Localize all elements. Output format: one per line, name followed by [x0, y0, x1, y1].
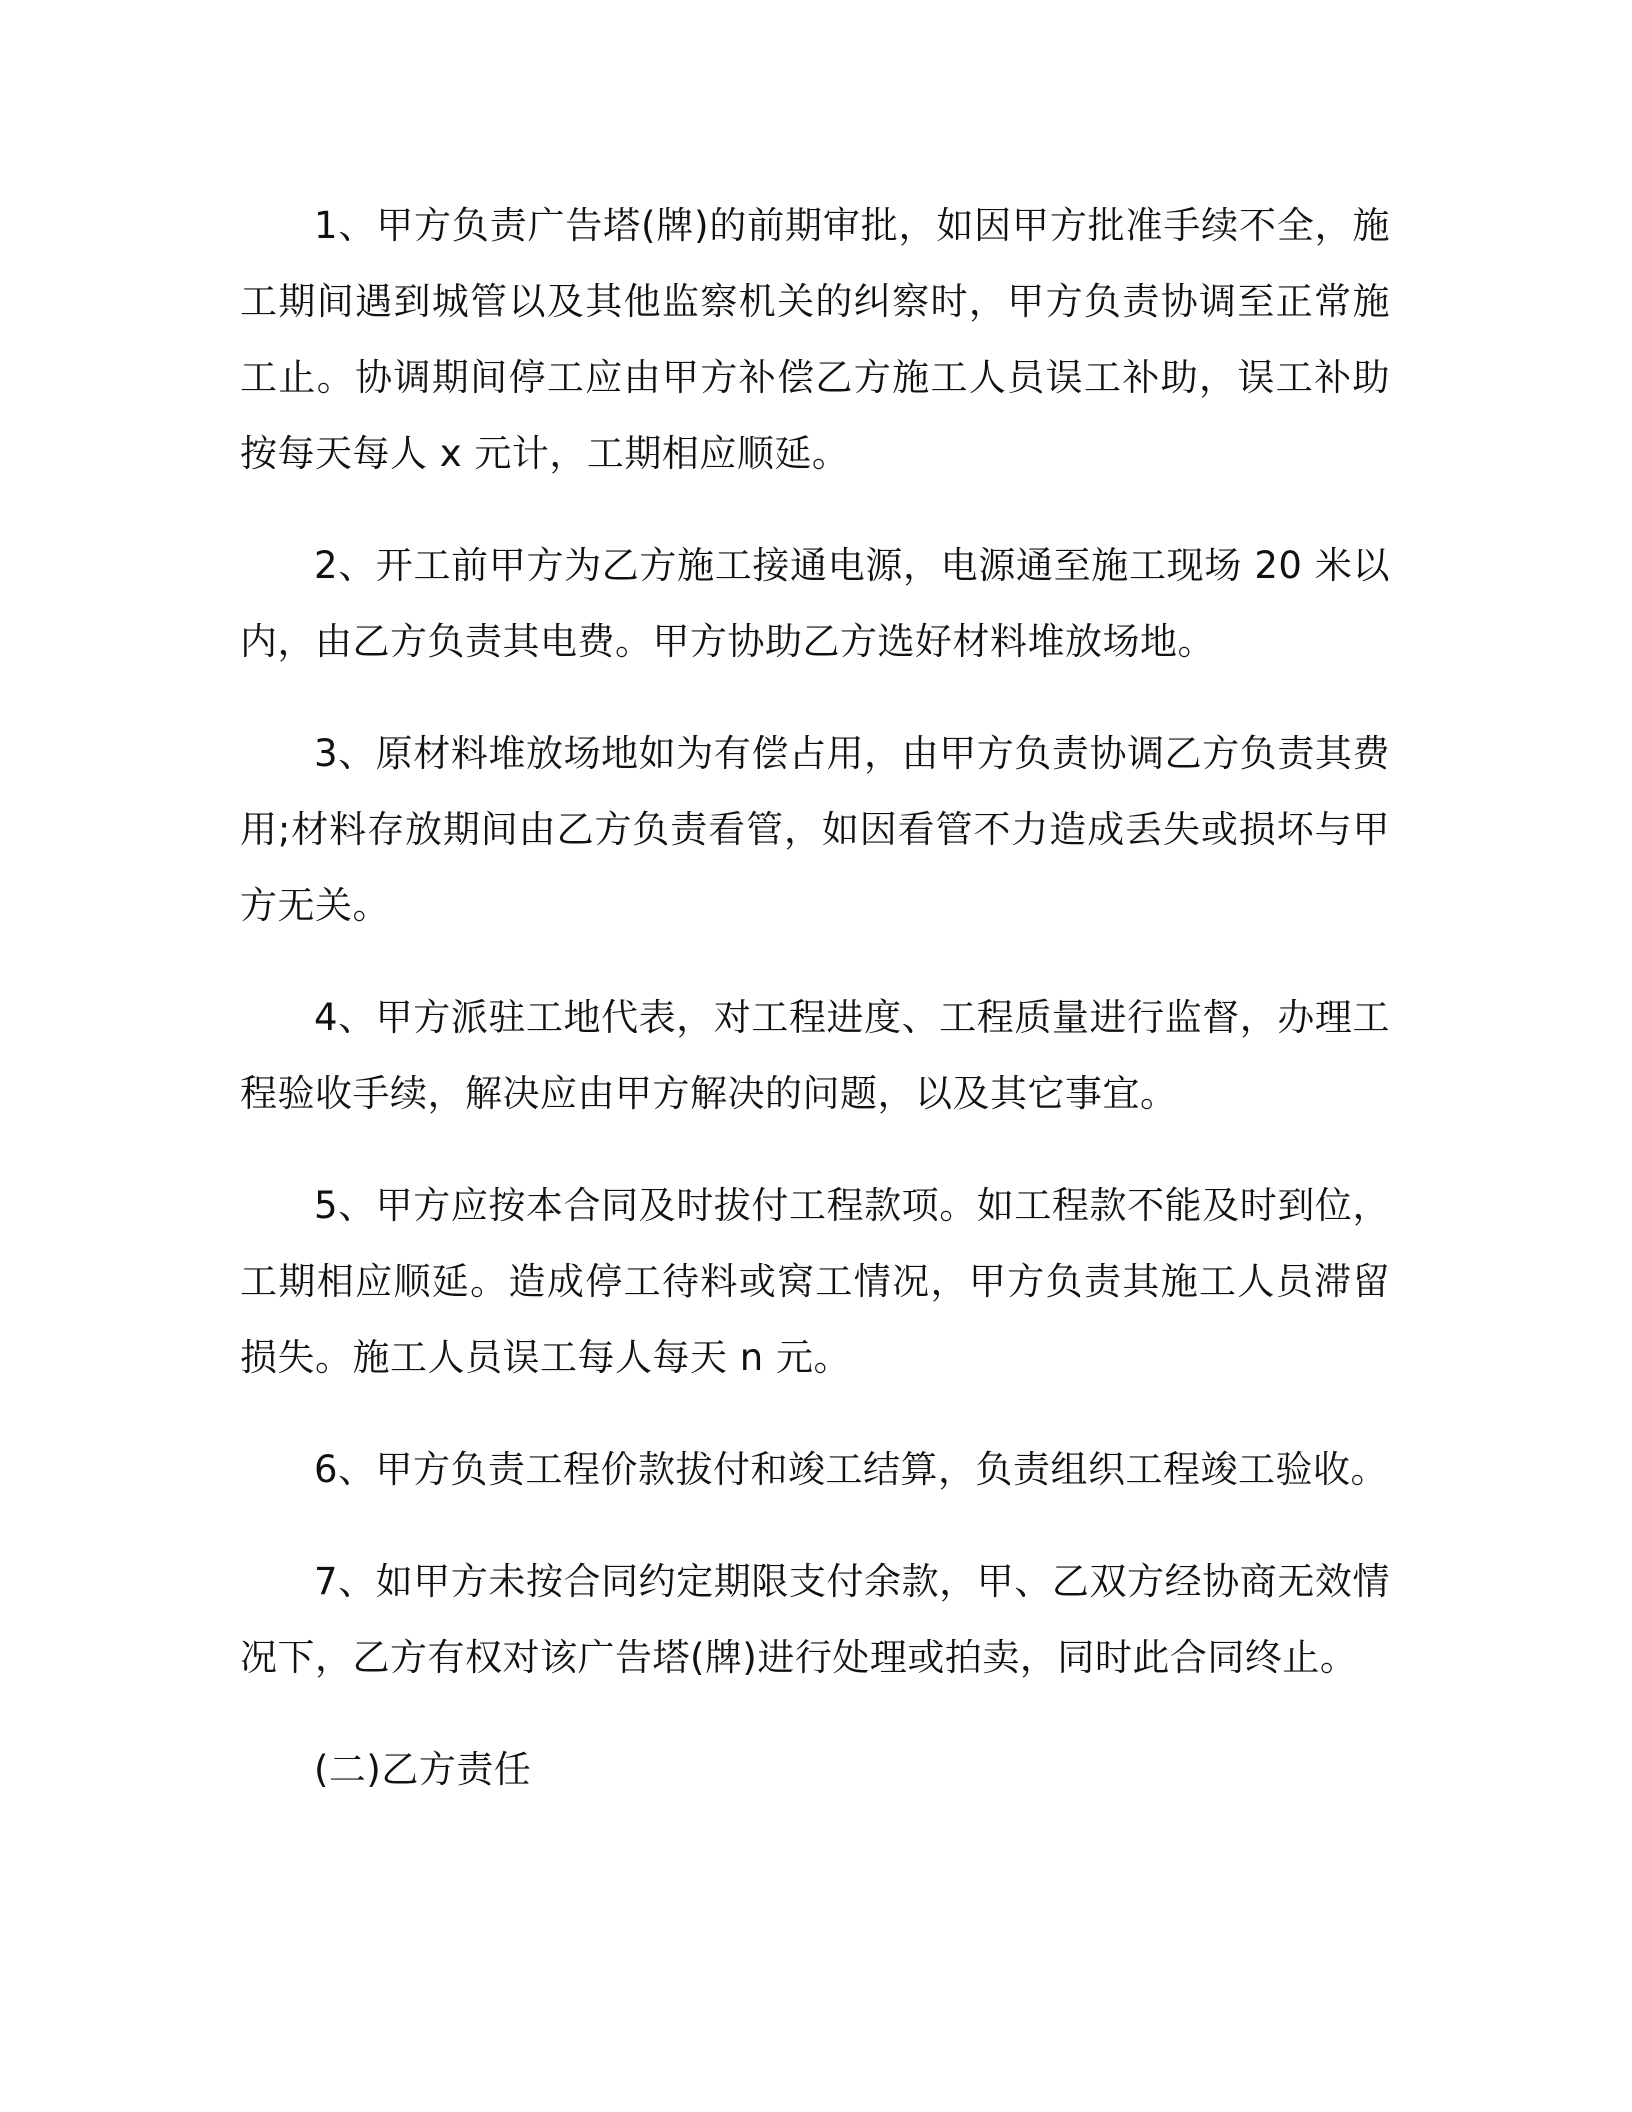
- clause-1: 1、甲方负责广告塔(牌)的前期审批，如因甲方批准手续不全，施工期间遇到城管以及其他监察机关的纠察时，甲方负责协调至正常施工止。协调期间停工应由甲方补偿乙方施工人员误工补助，误工补助按每天每人 x 元计，工期相应顺延。: [240, 204, 1390, 475]
- clause-2: 2、开工前甲方为乙方施工接通电源，电源通至施工现场 20 米以内，由乙方负责其电费。甲方协助乙方选好材料堆放场地。: [240, 544, 1390, 663]
- clause-5: 5、甲方应按本合同及时拔付工程款项。如工程款不能及时到位，工期相应顺延。造成停工待料或窝工情况，甲方负责其施工人员滞留损失。施工人员误工每人每天 n 元。: [240, 1184, 1390, 1379]
- clause-3: 3、原材料堆放场地如为有偿占用，由甲方负责协调乙方负责其费用;材料存放期间由乙方负责看管，如因看管不力造成丢失或损坏与甲方无关。: [240, 732, 1390, 927]
- clause-4: 4、甲方派驻工地代表，对工程进度、工程质量进行监督，办理工程验收手续，解决应由甲方解决的问题，以及其它事宜。: [240, 996, 1390, 1115]
- document-body: [240, 188, 1390, 1844]
- section-heading: (二)乙方责任: [314, 1748, 532, 1791]
- clause-7: 7、如甲方未按合同约定期限支付余款，甲、乙双方经协商无效情况下，乙方有权对该广告塔(牌)进行处理或拍卖，同时此合同终止。: [240, 1560, 1390, 1679]
- clause-6: 6、甲方负责工程价款拔付和竣工结算，负责组织工程竣工验收。: [314, 1448, 1389, 1491]
